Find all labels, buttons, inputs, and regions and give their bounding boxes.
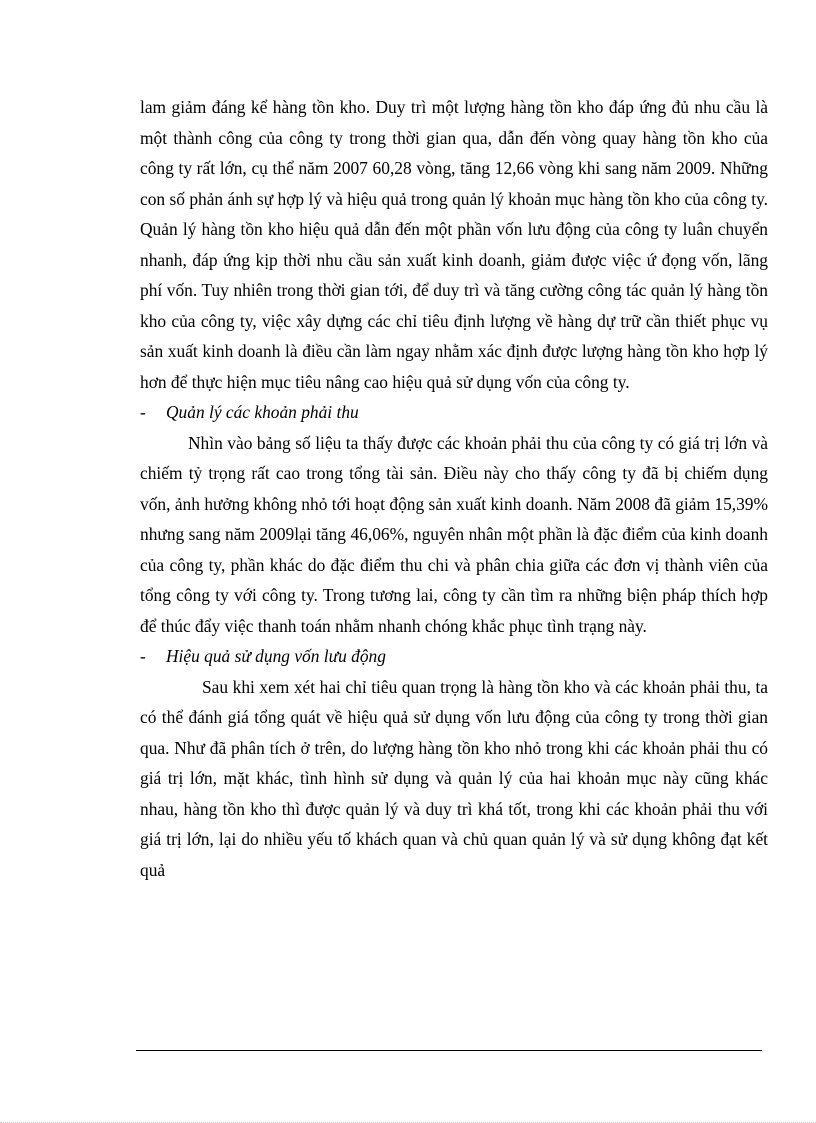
bullet-dash: -: [140, 646, 146, 666]
section-heading-working-capital: [140, 641, 768, 672]
paragraph-inventory: lam giảm đáng kể hàng tồn kho. Duy trì một lượng hàng tồn kho đáp ứng đủ nhu cầu là một thành công của công ty trong thời gian qua, dẫn đến vòng quay hàng tồn kho của công ty rất lớn, cụ thể năm 2007 60,28 vòng, tăng 12,66 vòng khi sang năm 2009. Những con số phản ánh sự hợp lý và hiệu quả trong quản lý khoản mục hàng tồn kho của công ty. Quản lý hàng tồn kho hiệu quả dẫn đến một phần vốn lưu động của công ty luân chuyển nhanh, đáp ứng kịp thời nhu cầu sản xuất kinh doanh, giảm được việc ứ đọng vốn, lãng phí vốn. Tuy nhiên trong thời gian tới, để duy trì và tăng cường công tác quản lý hàng tồn kho của công ty, việc xây dựng các chỉ tiêu định lượng về hàng dự trữ cần thiết phục vụ sản xuất kinh doanh là điều cần làm ngay nhằm xác định được lượng hàng tồn kho hợp lý hơn để thực hiện mục tiêu nâng cao hiệu quả sử dụng vốn của công ty.: [140, 97, 768, 392]
section-heading-label: Hiệu quả sử dụng vốn lưu động: [166, 646, 386, 666]
section-heading-receivables: [140, 397, 768, 428]
section-heading-label: Quản lý các khoản phải thu: [166, 402, 359, 422]
bullet-dash: -: [140, 402, 146, 422]
paragraph-receivables: Nhìn vào bảng số liệu ta thấy được các khoản phải thu của công ty có giá trị lớn và chiếm tỷ trọng rất cao trong tổng tài sản. Điều này cho thấy công ty đã bị chiếm dụng vốn, ảnh hưởng không nhỏ tới hoạt động sản xuất kinh doanh. Năm 2008 đã giảm 15,39% nhưng sang năm 2009lại tăng 46,06%, nguyên nhân một phần là đặc điểm của kinh doanh của công ty, phần khác do đặc điểm thu chi và phân chia giữa các đơn vị thành viên của tổng công ty với công ty. Trong tương lai, công ty cần tìm ra những biện pháp thích hợp để thúc đẩy việc thanh toán nhằm nhanh chóng khắc phục tình trạng này.: [140, 432, 768, 636]
footer-rule: [136, 1050, 762, 1051]
document-body: [140, 92, 768, 885]
paragraph-working-capital: Sau khi xem xét hai chỉ tiêu quan trọng là hàng tồn kho và các khoản phải thu, ta có thể đánh giá tổng quát về hiệu quả sử dụng vốn lưu động của công ty trong thời gian qua. Như đã phân tích ở trên, do lượng hàng tồn kho nhỏ trong khi các khoản phải thu có giá trị lớn, mặt khác, tình hình sử dụng và quản lý của hai khoản mục này cũng khác nhau, hàng tồn kho thì được quản lý và duy trì khá tốt, trong khi các khoản phải thu với giá trị lớn, lại do nhiều yếu tố khách quan và chủ quan quản lý và sử dụng không đạt kết quả: [140, 676, 768, 880]
